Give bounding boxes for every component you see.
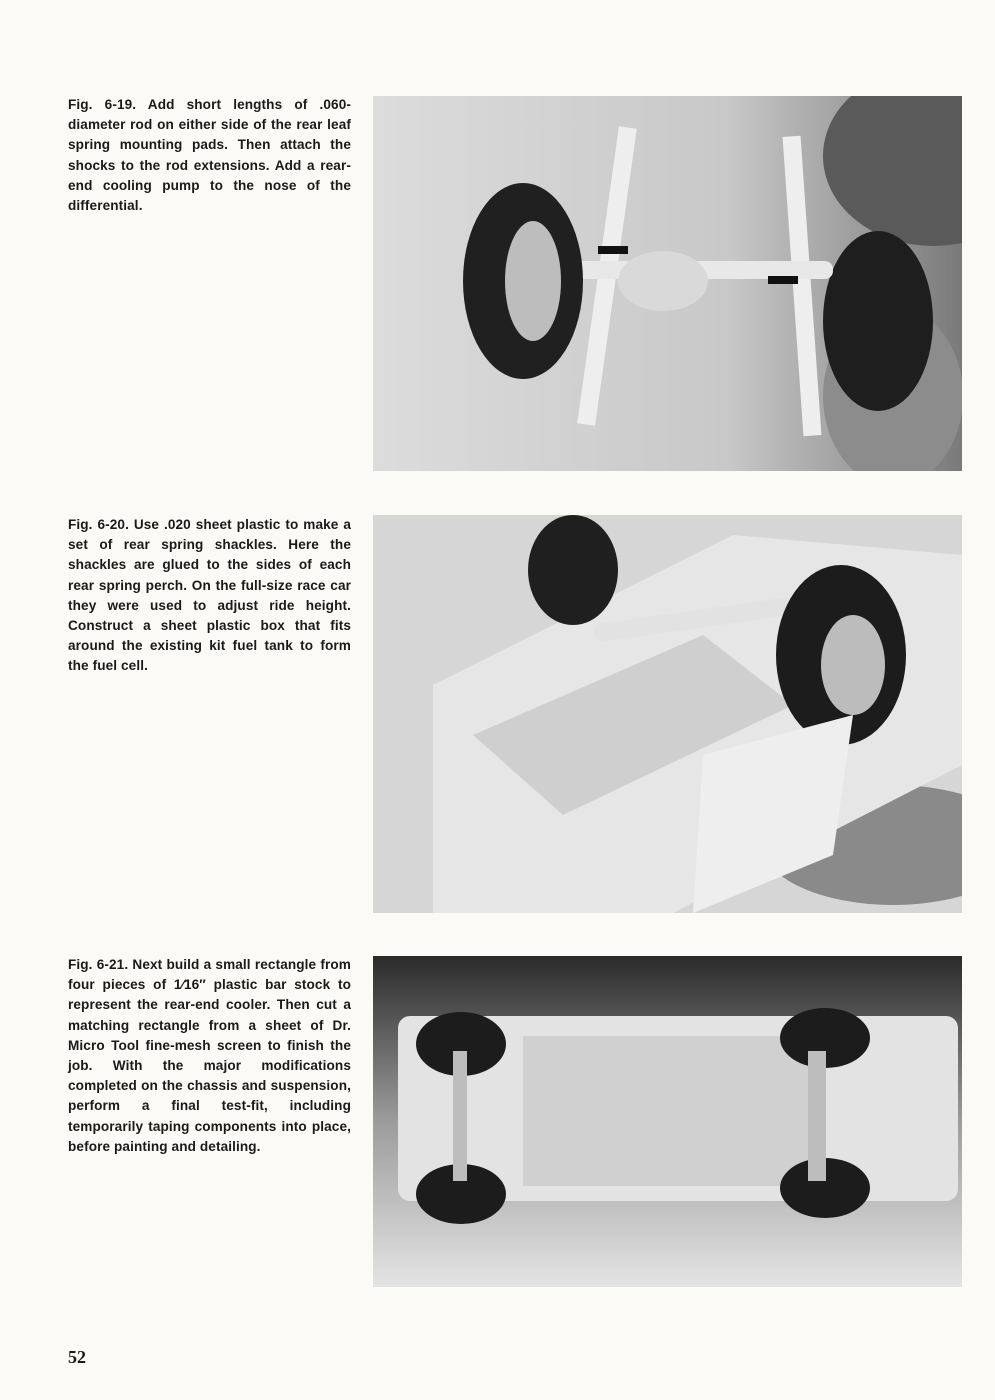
figure-caption-6-20: Fig. 6-20. Use .020 sheet plastic to make a set of rear spring shackles. Here the shackles are glued to the sides of each rear spring perch. On the full-size race car they were used to adjust ride height. Construct a sheet plastic box that fits around the existing kit fuel tank to form the fuel cell. — [68, 517, 351, 674]
chassis-test-fit-photo — [373, 956, 962, 1287]
rear-spring-shackles-photo — [373, 515, 962, 913]
rear-axle-assembly-photo — [373, 96, 962, 471]
figure-caption-6-19: Fig. 6-19. Add short lengths of .060-diameter rod on either side of the rear leaf spring mounting pads. Then attach the shocks to the rod extensions. Add a rear-end cooling pump to the nose of the differential. — [68, 97, 351, 214]
page-number: 52 — [68, 1347, 86, 1367]
figure-caption-6-21: Fig. 6-21. Next build a small rectangle from four pieces of 1⁄16″ plastic bar stock to represent the rear-end cooler. Then cut a matching rectangle from a sheet of Dr. Micro Tool fine-mesh screen to finish the job. With the major modifications completed on the chassis and suspension, perform a final test-fit, including temporarily taping components into place, before painting and detailing. — [68, 957, 351, 1154]
